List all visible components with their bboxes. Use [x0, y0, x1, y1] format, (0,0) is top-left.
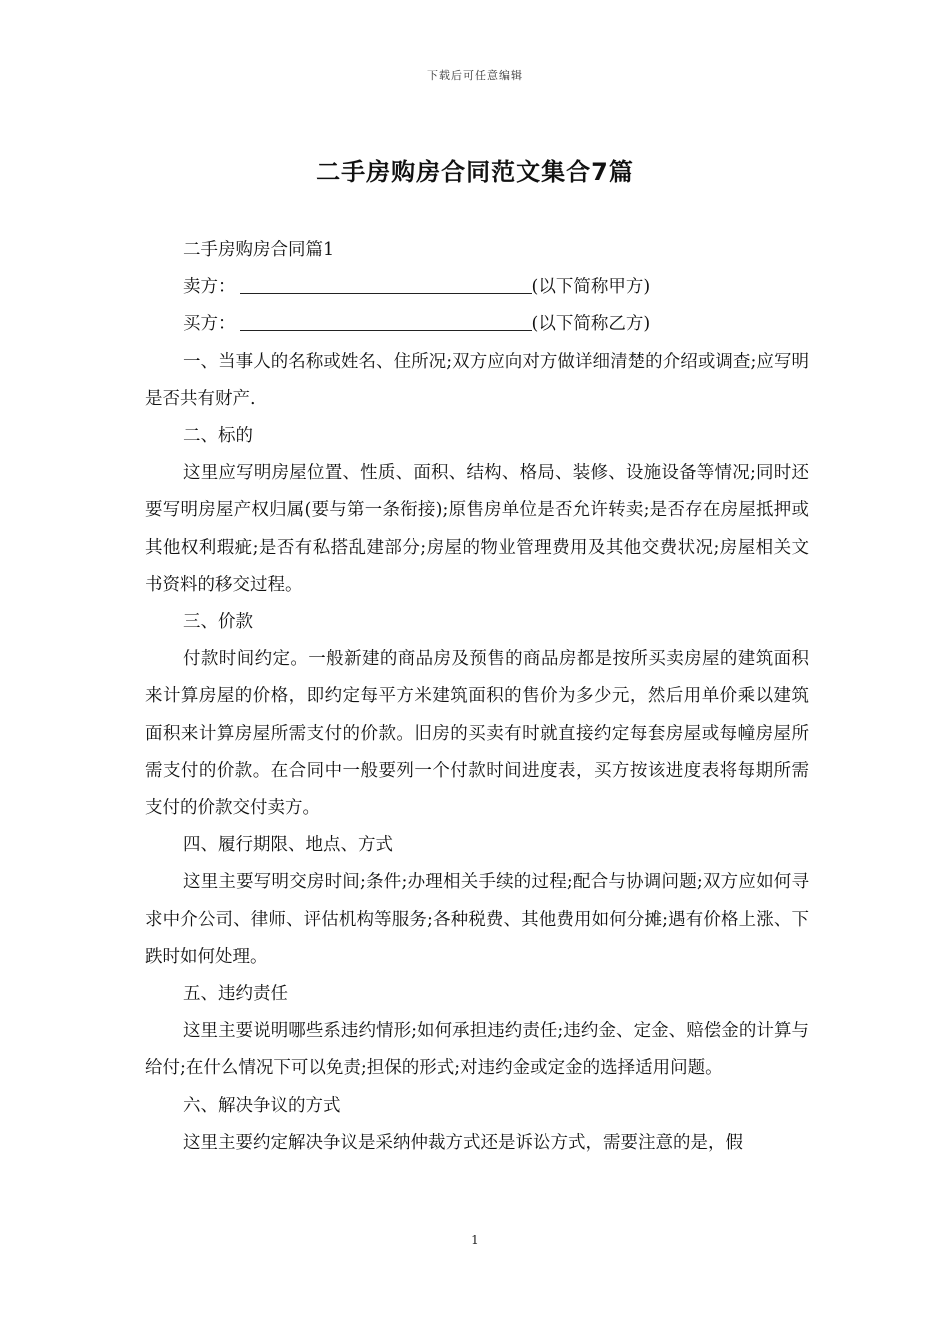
heading-liability: 五、违约责任 — [183, 984, 288, 1005]
buyer-label: 买方： — [183, 314, 236, 335]
heading-dispute: 六、解决争议的方式 — [183, 1095, 341, 1116]
heading-price: 三、价款 — [183, 612, 253, 633]
paragraph-parties: 一、当事人的名称或姓名、住所况;双方应向对方做详细清楚的介绍或调查;应写明是否共有财产. — [145, 351, 809, 409]
buyer-blank-line — [240, 310, 532, 331]
paragraph-performance: 这里主要写明交房时间;条件;办理相关手续的过程;配合与协调问题;双方应如何寻求中介公司、律师、评估机构等服务;各种税费、其他费用如何分摊;遇有价格上涨、下跌时如何处理。 — [145, 872, 809, 967]
buyer-suffix: (以下简称乙方) — [531, 314, 651, 335]
seller-line — [145, 269, 809, 306]
paragraph-dispute: 这里主要约定解决争议是采纳仲裁方式还是诉讼方式，需要注意的是，假 — [183, 1132, 743, 1153]
heading-subject: 二、标的 — [183, 426, 253, 447]
page-header: 下载后可任意编辑 — [427, 69, 523, 82]
section-title: 二手房购房合同篇1 — [183, 240, 335, 260]
paragraph-subject: 这里应写明房屋位置、性质、面积、结构、格局、装修、设施设备等情况;同时还要写明房屋产权归属(要与第一条衔接);原售房单位是否允许转卖;是否存在房屋抵押或其他权利瑕疵;是否有私搭乱建部分;房屋的物业管理费用及其他交费状况;房屋相关文书资料的移交过程。 — [145, 463, 809, 595]
paragraph-liability: 这里主要说明哪些系违约情形;如何承担违约责任;违约金、定金、赔偿金的计算与给付;在什么情况下可以免责;担保的形式;对违约金或定金的选择适用问题。 — [145, 1021, 809, 1079]
document-title: 二手房购房合同范文集合7篇 — [316, 158, 634, 186]
seller-label: 卖方： — [183, 277, 236, 298]
heading-performance: 四、履行期限、地点、方式 — [183, 835, 393, 856]
buyer-line — [145, 306, 809, 343]
paragraph-price: 付款时间约定。一般新建的商品房及预售的商品房都是按所买卖房屋的建筑面积来计算房屋的价格，即约定每平方米建筑面积的售价为多少元，然后用单价乘以建筑面积来计算房屋所需支付的价款。旧房的买卖有时就直接约定每套房屋或每幢房屋所需支付的价款。在合同中一般要列一个付款时间进度表，买方按该进度表将每期所需支付的价款交付卖方。 — [145, 649, 809, 819]
document-body — [145, 232, 809, 1162]
page-number: 1 — [471, 1233, 479, 1247]
seller-blank-line — [240, 273, 532, 294]
seller-suffix: (以下简称甲方) — [531, 277, 651, 298]
